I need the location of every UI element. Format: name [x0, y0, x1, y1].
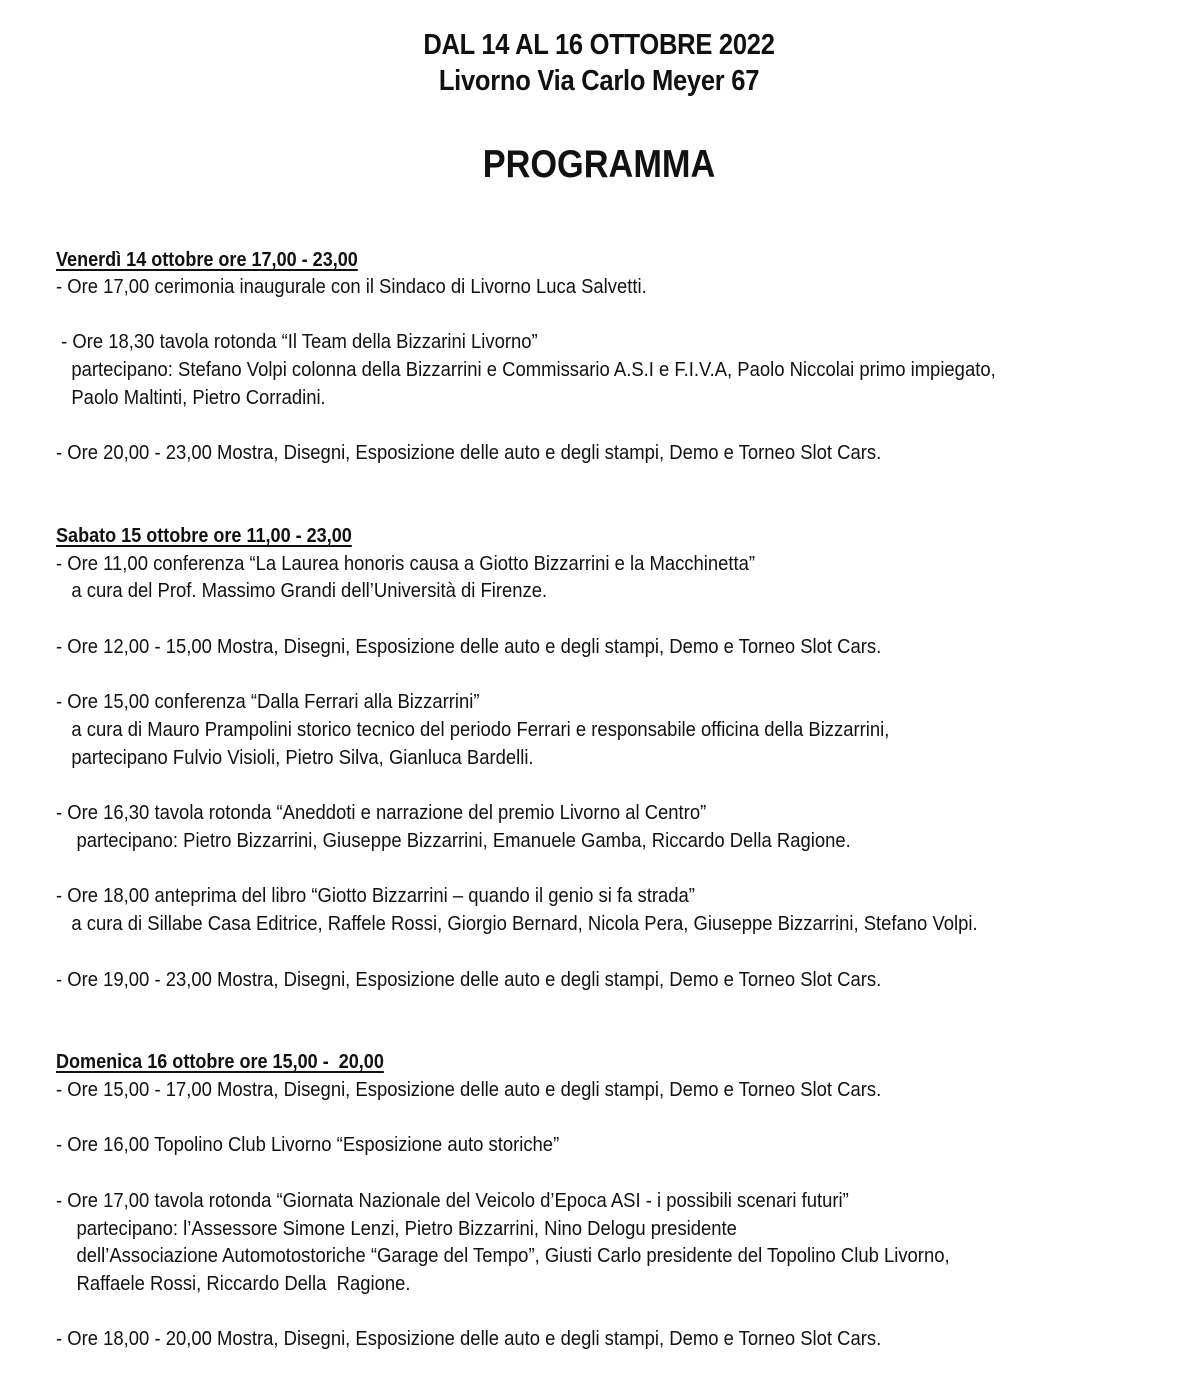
program-line: Paolo Maltinti, Pietro Corradini. — [56, 386, 326, 409]
program-line: a cura del Prof. Massimo Grandi dell’Università di Firenze. — [56, 579, 548, 602]
program-line: - Ore 17,00 tavola rotonda “Giornata Nazionale del Veicolo d’Epoca ASI - i possibili scenari futuri” — [56, 1189, 849, 1212]
program-line: - Ore 17,00 cerimonia inaugurale con il Sindaco di Livorno Luca Salvetti. — [56, 275, 647, 298]
page-title: PROGRAMMA — [482, 143, 716, 186]
program-line: - Ore 11,00 conferenza “La Laurea honoris causa a Giotto Bizzarrini e la Macchinetta” — [56, 552, 756, 575]
day-heading-friday: Venerdì 14 ottobre ore 17,00 - 23,00 — [56, 248, 358, 271]
event-location: Livorno Via Carlo Meyer 67 — [438, 65, 760, 97]
program-line: - Ore 15,00 - 17,00 Mostra, Disegni, Esposizione delle auto e degli stampi, Demo e Torneo Slot Cars. — [56, 1078, 882, 1101]
program-line: - Ore 18,00 - 20,00 Mostra, Disegni, Esposizione delle auto e degli stampi, Demo e Torneo Slot Cars. — [56, 1327, 882, 1350]
program-line: - Ore 15,00 conferenza “Dalla Ferrari alla Bizzarrini” — [56, 690, 480, 713]
program-line: - Ore 20,00 - 23,00 Mostra, Disegni, Esposizione delle auto e degli stampi, Demo e Torneo Slot Cars. — [56, 441, 882, 464]
program-line: - Ore 12,00 - 15,00 Mostra, Disegni, Esposizione delle auto e degli stampi, Demo e Torneo Slot Cars. — [56, 635, 882, 658]
program-line: dell’Associazione Automotostoriche “Garage del Tempo”, Giusti Carlo presidente del Topolino Club Livorno, — [56, 1244, 950, 1267]
program-line: partecipano: Pietro Bizzarrini, Giuseppe Bizzarrini, Emanuele Gamba, Riccardo Della Ragione. — [56, 829, 851, 852]
program-line: partecipano: l’Assessore Simone Lenzi, Pietro Bizzarrini, Nino Delogu presidente — [56, 1217, 737, 1240]
day-heading-sunday: Domenica 16 ottobre ore 15,00 - 20,00 — [56, 1050, 384, 1073]
program-line: partecipano Fulvio Visioli, Pietro Silva, Gianluca Bardelli. — [56, 746, 534, 769]
program-line: a cura di Mauro Prampolini storico tecnico del periodo Ferrari e responsabile officina della Bizzarrini, — [56, 718, 890, 741]
program-line: Raffaele Rossi, Riccardo Della Ragione. — [56, 1272, 411, 1295]
program-line: - Ore 19,00 - 23,00 Mostra, Disegni, Esposizione delle auto e degli stampi, Demo e Torneo Slot Cars. — [56, 968, 882, 991]
program-line: partecipano: Stefano Volpi colonna della Bizzarrini e Commissario A.S.I e F.I.V.A, Paolo Niccolai primo impiegato, — [56, 358, 996, 381]
program-line: - Ore 18,30 tavola rotonda “Il Team della Bizzarini Livorno” — [56, 330, 538, 353]
event-dates: DAL 14 AL 16 OTTOBRE 2022 — [423, 29, 775, 61]
program-line: - Ore 16,00 Topolino Club Livorno “Esposizione auto storiche” — [56, 1133, 560, 1156]
day-heading-saturday: Sabato 15 ottobre ore 11,00 - 23,00 — [56, 524, 352, 547]
program-line: - Ore 18,00 anteprima del libro “Giotto Bizzarrini – quando il genio si fa strada” — [56, 884, 695, 907]
program-line: a cura di Sillabe Casa Editrice, Raffele Rossi, Giorgio Bernard, Nicola Pera, Giuseppe Bizzarrini, Stefano Volpi. — [56, 912, 978, 935]
program-line: - Ore 16,30 tavola rotonda “Aneddoti e narrazione del premio Livorno al Centro” — [56, 801, 707, 824]
